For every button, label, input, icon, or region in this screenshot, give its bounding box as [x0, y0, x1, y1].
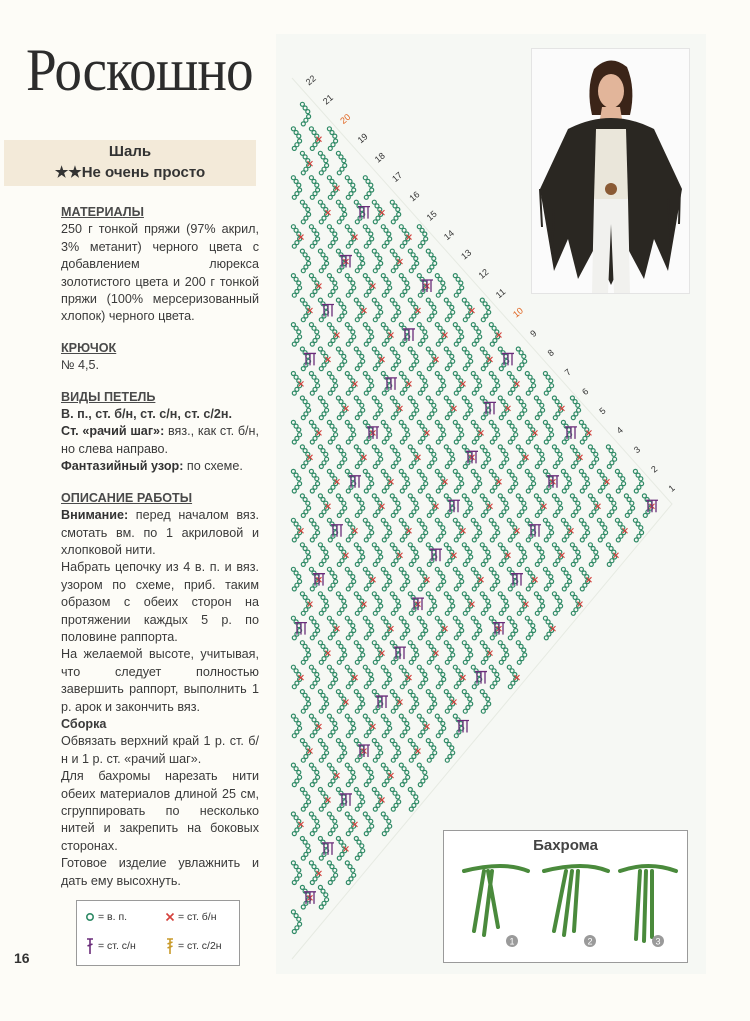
row-number-18: 18	[372, 150, 387, 165]
row-number-21: 21	[320, 92, 336, 107]
hook-heading: КРЮЧОК	[61, 340, 117, 355]
instructions	[61, 204, 259, 890]
work-step-1: Набрать цепочку из 4 в. п. и вяз. узором по схеме, приб. таким образом с обеих сторон на протяжении каждых 5 р. по половине раппорта.	[61, 560, 259, 644]
fringe-step-1: 1	[509, 936, 515, 947]
assembly-step-2: Для бахромы нарезать нити обеих материалов длиной 25 см, сгруппировать по несколько нитей и закрепить на боковых сторонах.	[61, 769, 259, 853]
assembly-step-1: Обвязать верхний край 1 р. ст. б/н и 1 р. ст. «рачий шаг».	[61, 734, 259, 766]
row-number-1: 1	[666, 482, 677, 494]
row-number-3: 3	[631, 444, 643, 456]
treble-crochet-icon	[165, 937, 175, 955]
row-number-15: 15	[424, 208, 439, 223]
difficulty-rating: ★★Не очень просто	[54, 164, 206, 181]
legend-chain: = в. п.	[85, 911, 127, 923]
double-crochet-icon	[85, 937, 95, 955]
fringe-title: Бахрома	[533, 837, 598, 854]
row-number-20: 20	[338, 111, 353, 126]
legend-double-crochet: = ст. с/н	[85, 937, 136, 955]
row-number-17: 17	[390, 169, 405, 185]
fringe-step-3: 3	[655, 936, 661, 947]
row-number-12: 12	[476, 266, 491, 281]
row-number-19: 19	[355, 131, 370, 146]
row-number-14: 14	[441, 228, 456, 243]
pattern-header	[4, 140, 256, 186]
materials-heading: МАТЕРИАЛЫ	[61, 205, 144, 219]
page-number: 16	[14, 950, 30, 966]
cross-stitch-icon	[165, 912, 175, 922]
row-number-16: 16	[407, 189, 422, 204]
crab-stitch-text: Ст. «рачий шаг»: вяз., как ст. б/н, но слева направо.	[61, 424, 259, 456]
row-number-4: 4	[614, 424, 625, 436]
stitch-legend	[76, 900, 240, 966]
row-number-11: 11	[493, 286, 508, 301]
row-number-2: 2	[649, 463, 660, 475]
attention-text: Внимание: перед началом вяз. смотать вм. по 1 акриловой и хлопковой нити.	[61, 508, 259, 557]
woman-in-shawl-image	[532, 49, 689, 293]
page-title: Роскошно	[26, 37, 253, 103]
fringe-step-numbers	[506, 935, 664, 947]
model-photo	[531, 48, 690, 294]
row-number-5: 5	[597, 405, 608, 417]
assembly-step-3: Готовое изделие увлажнить и дать ему высохнуть.	[61, 856, 259, 888]
legend-treble-crochet: = ст. с/2н	[165, 937, 222, 955]
row-number-8: 8	[545, 347, 556, 359]
row-number-6: 6	[580, 386, 591, 398]
stitches-heading: ВИДЫ ПЕТЕЛЬ	[61, 389, 156, 404]
row-number-7: 7	[562, 366, 574, 378]
hook-text: № 4,5.	[61, 358, 100, 373]
fringe-step-2: 2	[587, 936, 593, 947]
assembly-heading: Сборка	[61, 716, 107, 731]
row-number-13: 13	[459, 247, 474, 262]
materials-text: 250 г тонкой пряжи (97% акрил, 3% метанит) черного цвета с добавлением люрекса золотистого цвета и 200 г тонкой пряжи (100% мерсеризованный хлопок) черного цвета.	[61, 222, 259, 324]
chain-stitch-icon	[85, 912, 95, 922]
row-number-9: 9	[528, 328, 539, 339]
fringe-diagram	[443, 830, 688, 963]
legend-single-crochet: = ст. б/н	[165, 911, 217, 923]
row-number-22: 22	[303, 73, 318, 88]
stitches-list: В. п., ст. б/н, ст. с/н, ст. с/2н.	[61, 407, 232, 422]
row-number-10: 10	[510, 305, 526, 320]
item-name: Шаль	[108, 143, 152, 160]
work-step-2: На желаемой высоте, учитывая, что следует полностью завершить раппорт, выполнить 1 р. арок и закончить вяз.	[61, 647, 259, 714]
pattern-stitch-text: Фантазийный узор: по схеме.	[61, 459, 243, 474]
work-heading: ОПИСАНИЕ РАБОТЫ	[61, 490, 193, 505]
